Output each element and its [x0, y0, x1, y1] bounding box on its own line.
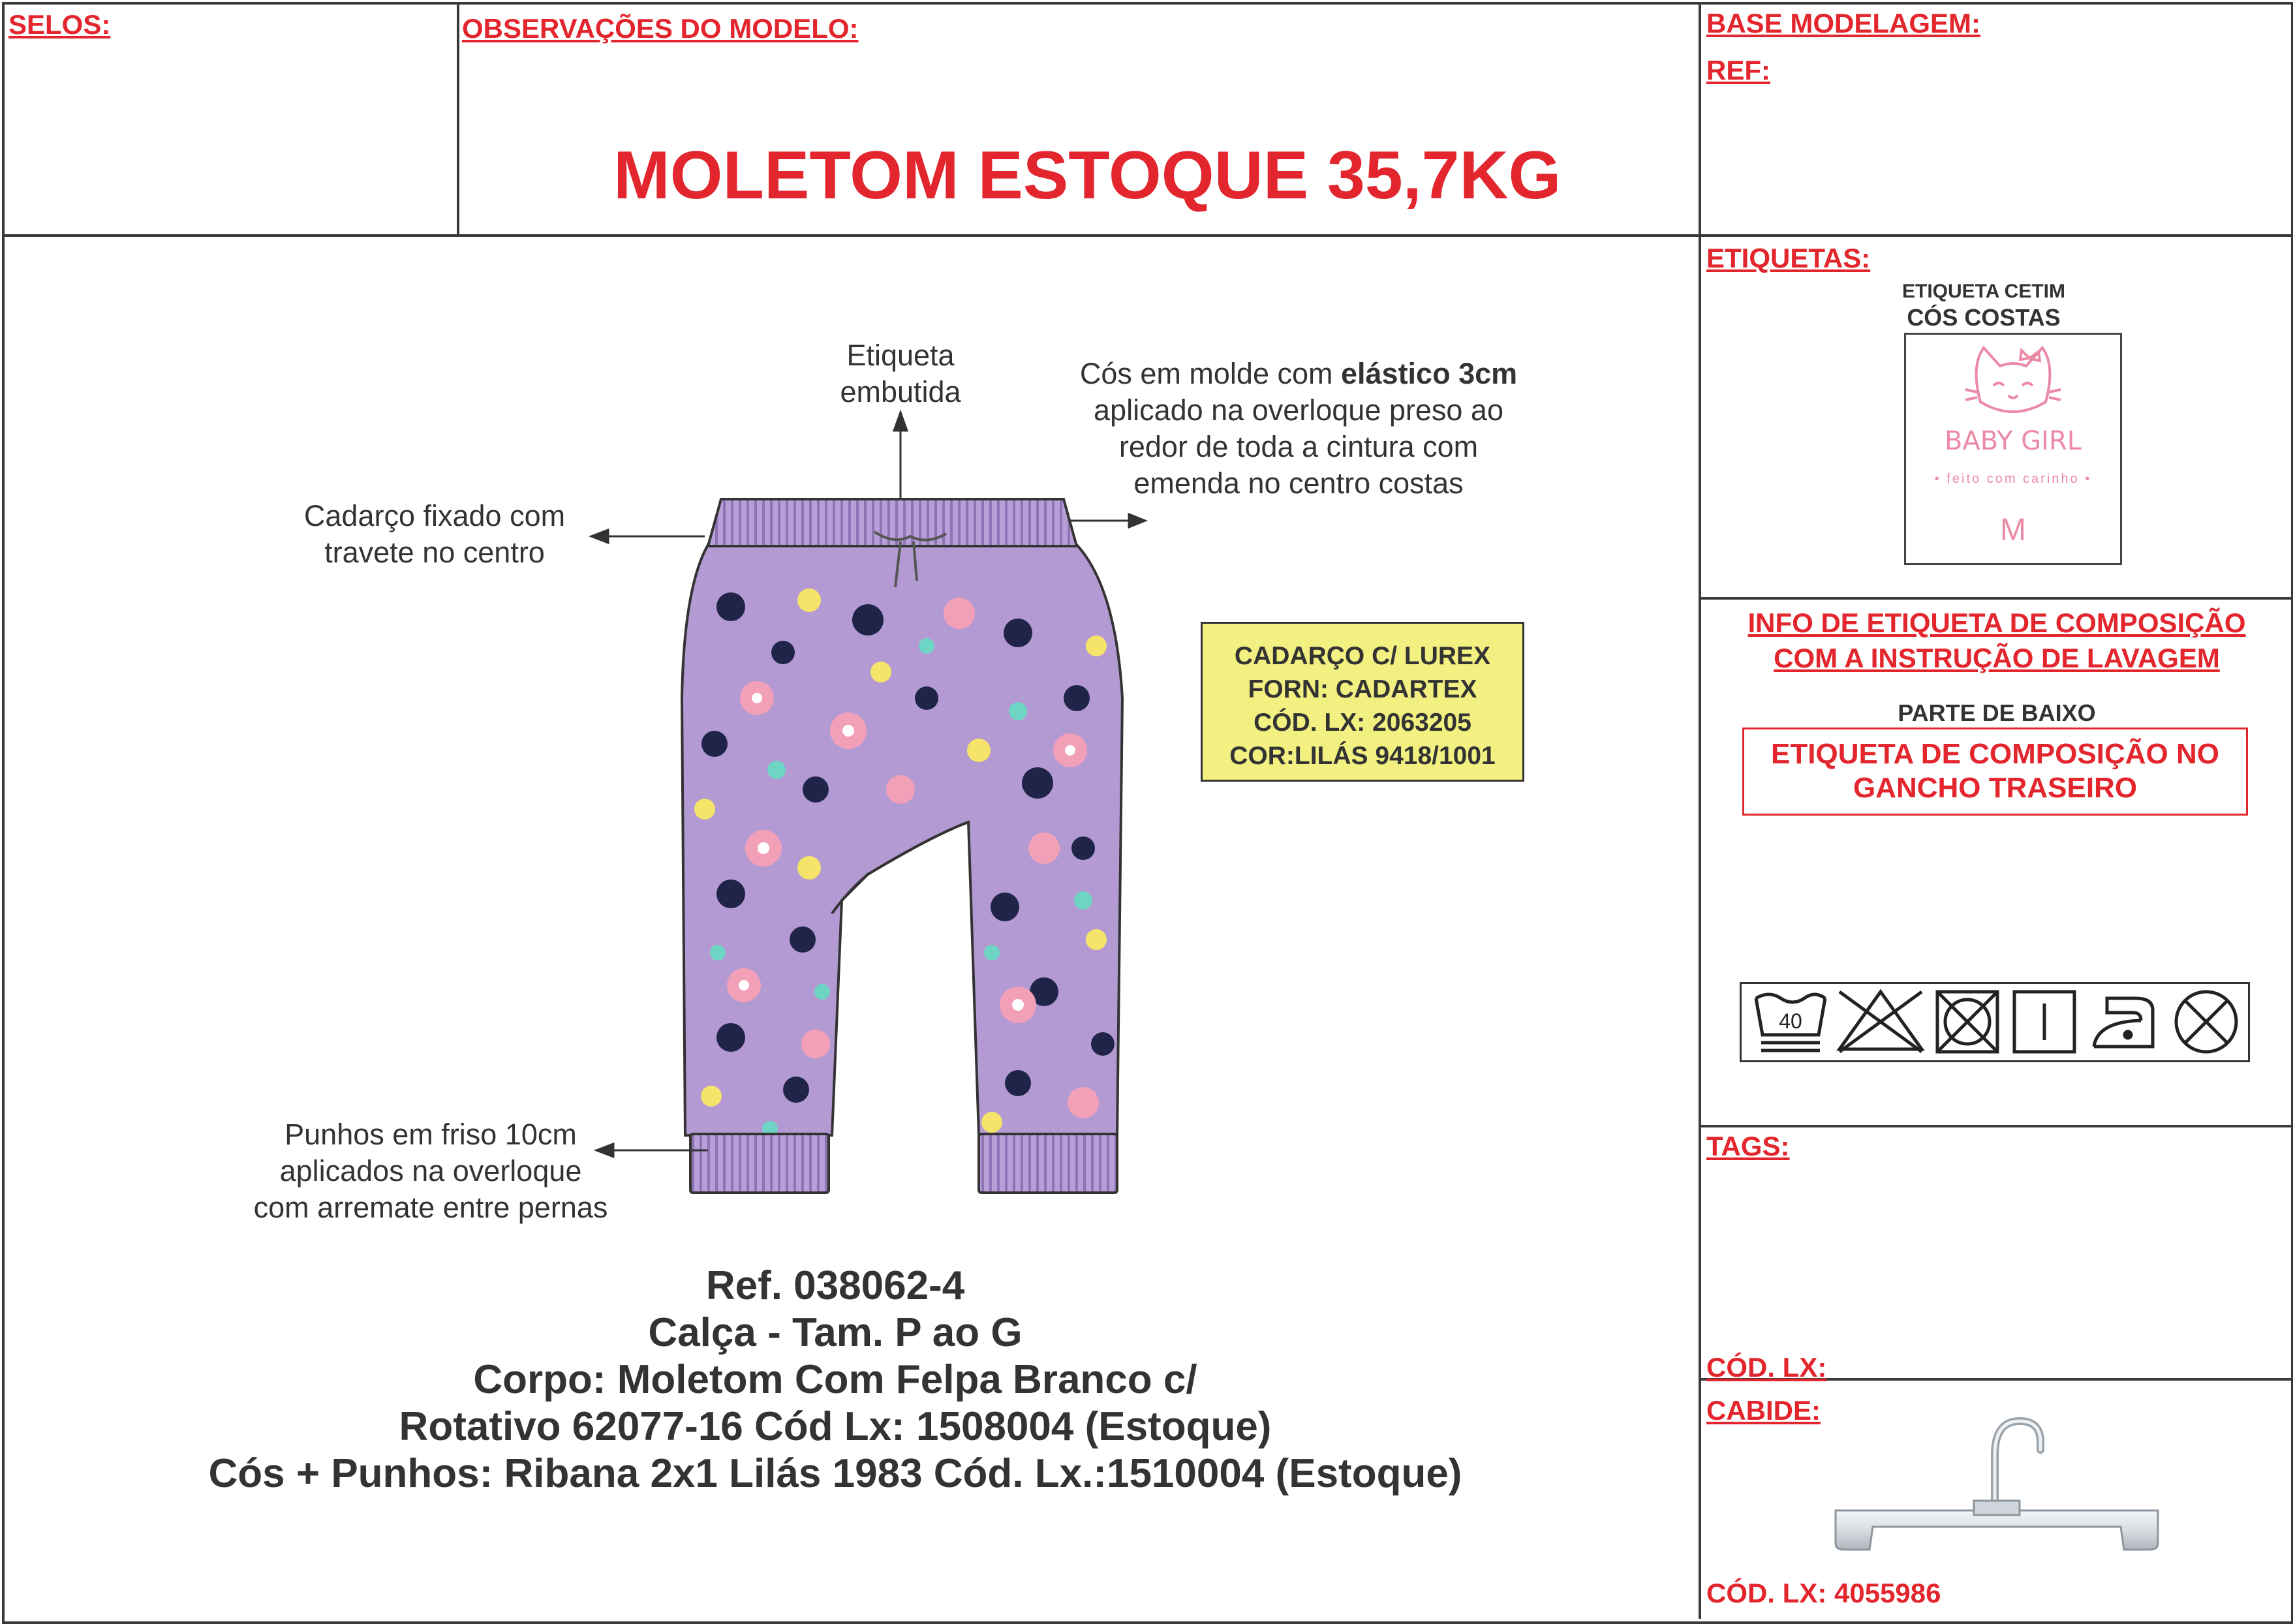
product-description [13, 1263, 1657, 1497]
cabide-code: CÓD. LX: 4055986 [1706, 1578, 1941, 1608]
note-line: emenda no centro costas [1133, 467, 1464, 500]
note-line: redor de toda a cintura com [1118, 430, 1479, 463]
note-line: travete no centro [324, 536, 545, 569]
cabide-label: CABIDE: [1706, 1395, 1821, 1426]
note-line [1024, 356, 1573, 392]
care-symbols [1742, 984, 2248, 1060]
lurex-note-box [1201, 622, 1524, 782]
iron-icon [2094, 998, 2153, 1047]
note-line: Cadarço fixado com [303, 499, 566, 532]
parte-de-baixo-text: PARTE DE BAIXO [1898, 699, 2096, 726]
cadarco-note [271, 498, 598, 571]
body-fabric: Corpo: Moletom Com Felpa Branco c/ [473, 1357, 1197, 1402]
note-line: Etiqueta [846, 339, 955, 372]
note-line: aplicado na overloque preso ao [1094, 393, 1503, 427]
selos-label: SELOS: [8, 9, 111, 40]
base-modelagem-label: BASE MODELAGEM: [1706, 8, 1980, 38]
note-text: Cós em molde com [1079, 357, 1341, 390]
punhos-note [215, 1116, 646, 1226]
sidebar-line-2 [1699, 1125, 2291, 1127]
hanger-image [1824, 1403, 2170, 1559]
body-fabric-code: Rotativo 62077-16 Cód Lx: 1508004 (Estoque) [399, 1404, 1272, 1449]
note-line: embutida [840, 375, 961, 408]
cos-costas-text: CÓS COSTAS [1907, 304, 2061, 331]
composition-location-box [1742, 728, 2248, 816]
observacoes-label: OBSERVAÇÕES DO MODELO: [462, 13, 859, 44]
product-name: Calça - Tam. P ao G [648, 1310, 1023, 1355]
tags-label: TAGS: [1706, 1131, 1790, 1161]
care-symbols-strip [1740, 982, 2250, 1062]
sidebar-divider [1699, 2, 1701, 1619]
ref-label: REF: [1706, 55, 1770, 85]
cod-lx-label: CÓD. LX: [1706, 1352, 1827, 1383]
label-size: M [2000, 513, 2026, 547]
do-not-dry-clean-icon [2176, 992, 2236, 1052]
note-line: aplicados na overloque [279, 1154, 582, 1187]
wash-temp-text: 40 [1779, 1009, 1802, 1033]
label-tagline: • feito com carinho • [1934, 472, 2092, 486]
note-line: Punhos em friso 10cm [285, 1118, 577, 1151]
etiqueta-embutida-note [803, 337, 998, 410]
lurex-line: FORN: CADARTEX [1248, 675, 1477, 703]
label-brand: BABY GIRL [1944, 426, 2082, 456]
do-not-tumble-dry-icon [1937, 992, 1997, 1052]
satin-label [1904, 333, 2122, 565]
rib-fabric: Cós + Punhos: Ribana 2x1 Lilás 1983 Cód. Lx.:1510004 (Estoque) [208, 1451, 1462, 1496]
lurex-line: COR:LILÁS 9418/1001 [1229, 742, 1496, 770]
lurex-line: CÓD. LX: 2063205 [1254, 709, 1471, 737]
comp-line: ETIQUETA DE COMPOSIÇÃO NO [1771, 738, 2219, 770]
comp-line: GANCHO TRASEIRO [1853, 772, 2138, 804]
note-line: com arremate entre pernas [253, 1191, 608, 1224]
info-title-line: INFO DE ETIQUETA DE COMPOSIÇÃO [1747, 607, 2246, 638]
info-title [1703, 605, 2290, 676]
line-dry-icon [2014, 992, 2074, 1052]
cat-face-icon [1964, 340, 2062, 418]
etiquetas-label: ETIQUETAS: [1706, 243, 1871, 273]
do-not-bleach-icon [1839, 992, 1922, 1052]
note-bold-text: elástico 3cm [1340, 357, 1518, 390]
ref-code: Ref. 038062-4 [705, 1263, 965, 1308]
info-title-line: COM A INSTRUÇÃO DE LAVAGEM [1774, 643, 2220, 673]
etiqueta-cetim-text: ETIQUETA CETIM [1902, 281, 2065, 302]
sidebar-line-1 [1699, 597, 2291, 600]
page-title: MOLETOM ESTOQUE 35,7KG [613, 138, 1562, 213]
cos-molde-note [1024, 356, 1573, 502]
lurex-line: CADARÇO C/ LUREX [1234, 642, 1491, 670]
